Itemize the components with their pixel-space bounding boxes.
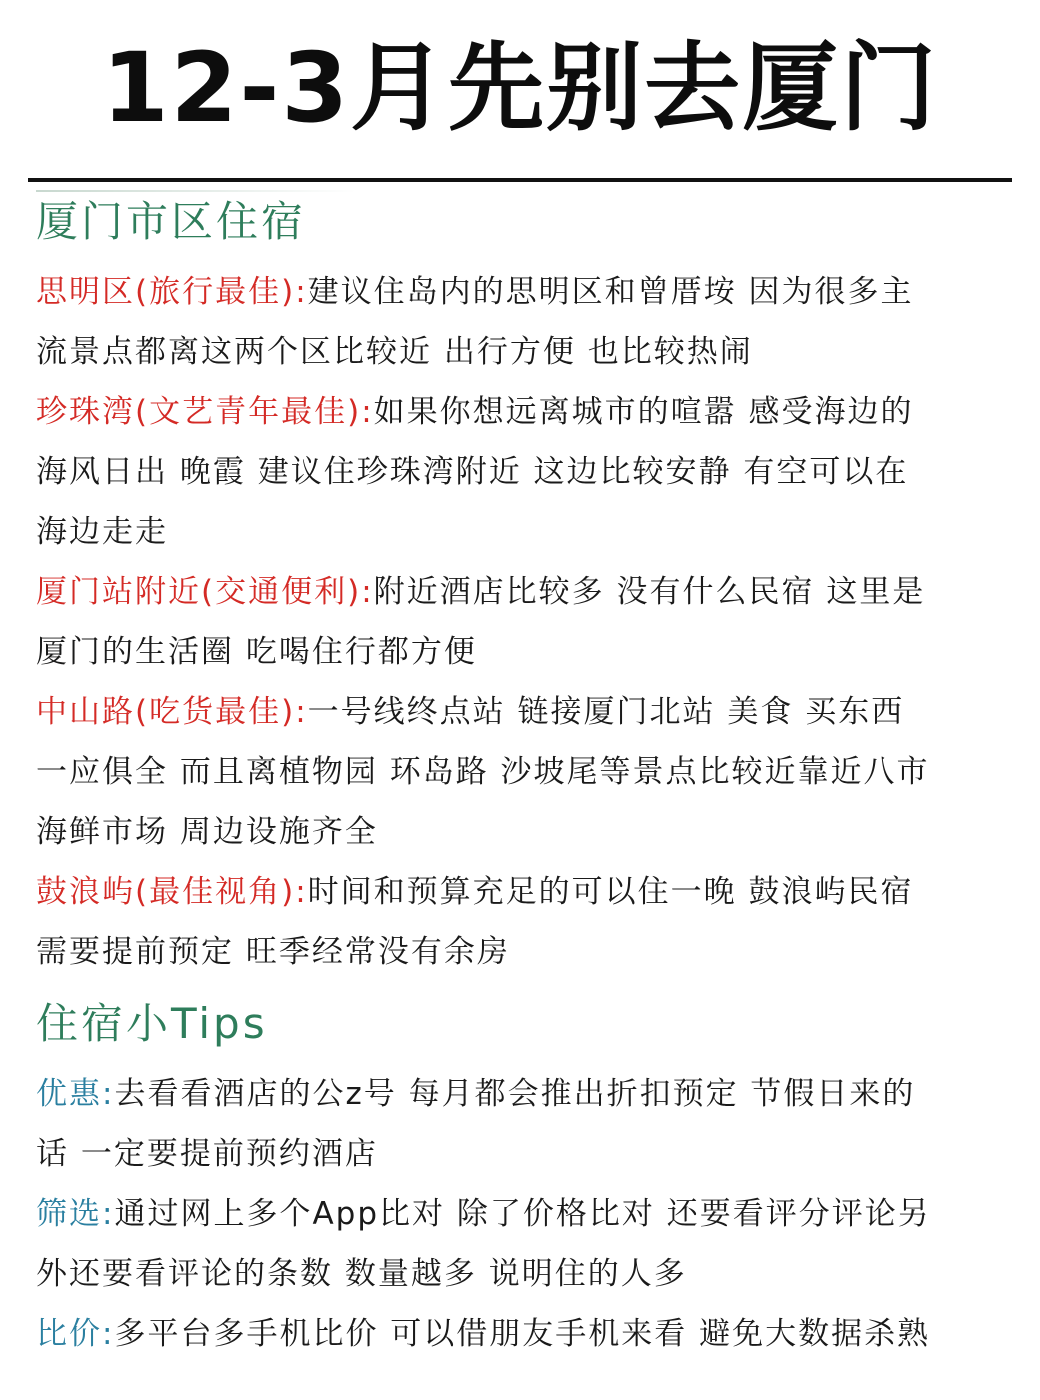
stay-text: 附近酒店比较多 没有什么民宿 这里是厦门的生活圈 吃喝住行都方便 xyxy=(36,574,926,670)
tip-key: 优惠: xyxy=(36,1076,115,1112)
stay-text: 如果你想远离城市的喧嚣 感受海边的海风日出 晚霞 建议住珍珠湾附近 这边比较安静 有空可以在海边走走 xyxy=(36,394,914,550)
stay-key: 鼓浪屿(最佳视角): xyxy=(36,874,308,910)
stay-entry-zhongshan-road xyxy=(36,682,936,862)
tip-key: 比价: xyxy=(36,1316,115,1352)
tips-heading: 住宿小Tips xyxy=(36,999,268,1048)
stay-text: 建议住岛内的思明区和曾厝垵 因为很多主流景点都离这两个区比较近 出行方便 也比较热闹 xyxy=(36,274,914,370)
tip-text: 多平台多手机比价 可以借朋友手机来看 避免大数据杀熟 xyxy=(114,1316,931,1352)
stay-text: 时间和预算充足的可以住一晚 鼓浪屿民宿需要提前预定 旺季经常没有余房 xyxy=(36,874,914,970)
title-divider xyxy=(28,178,1012,182)
stay-key: 思明区(旅行最佳): xyxy=(36,274,308,310)
stay-entry-zhenzhuwan xyxy=(36,382,936,562)
stays-heading xyxy=(36,194,306,250)
tip-text: 去看看酒店的公z号 每月都会推出折扣预定 节假日来的话 一定要提前预约酒店 xyxy=(36,1076,916,1172)
stay-entry-siming xyxy=(36,262,936,382)
stay-entry-gulangyu xyxy=(36,862,936,982)
page-title: 12-3月先别去厦门 xyxy=(101,32,939,144)
heading-accent-line xyxy=(36,190,356,192)
tip-key: 筛选: xyxy=(36,1196,115,1232)
tip-text: 通过网上多个App比对 除了价格比对 还要看评分评论另外还要看评论的条数 数量越多 说明住的人多 xyxy=(36,1196,931,1292)
tip-entry-filter xyxy=(36,1184,936,1304)
stay-key: 珍珠湾(文艺青年最佳): xyxy=(36,394,374,430)
stays-section xyxy=(36,194,1016,982)
tip-entry-compare xyxy=(36,1304,1011,1364)
stay-text: 一号线终点站 链接厦门北站 美食 买东西 一应俱全 而且离植物园 环岛路 沙坡尾等景点比较近靠近八市海鲜市场 周边设施齐全 xyxy=(36,694,930,850)
tips-section xyxy=(36,996,1016,1364)
stay-key: 中山路(吃货最佳): xyxy=(36,694,308,730)
tip-entry-discount xyxy=(36,1064,936,1184)
stay-entry-xiamen-station xyxy=(36,562,936,682)
stays-heading-text: 厦门市区住宿 xyxy=(36,197,307,246)
stay-key: 厦门站附近(交通便利): xyxy=(36,574,374,610)
